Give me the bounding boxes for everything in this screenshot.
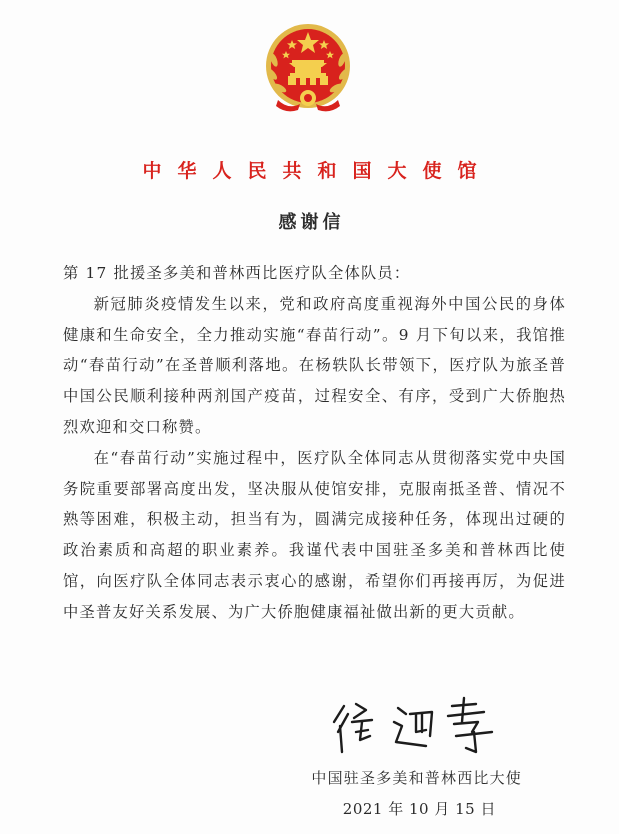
national-emblem-icon xyxy=(258,20,358,116)
letter-title: 感谢信 xyxy=(278,212,345,233)
embassy-name: 中华人民共和国大使馆 xyxy=(142,160,493,182)
signing-date: 2021 年 10 月 15 日 xyxy=(342,800,496,818)
paragraph-1: 新冠肺炎疫情发生以来，党和政府高度重视海外中国公民的身体健康和生命安全，全力推动实施“春苗行动”。9 月下旬以来，我馆推动“春苗行动”在圣普顺利落地。在杨轶队长带领下，医疗队为旅圣普中国公民顺利接种两剂国产疫苗，过程安全、有序，受到广大侨胞热烈欢迎和交口称赞。 xyxy=(63,294,566,436)
signing-organization: 中国驻圣多美和普林西比大使 xyxy=(311,769,522,787)
handwritten-signature-icon xyxy=(326,692,501,760)
salutation: 第 17 批援圣多美和普林西比医疗队全体队员： xyxy=(63,264,411,282)
paragraph-2: 在“春苗行动”实施过程中，医疗队全体同志从贯彻落实党中央国务院重要部署高度出发，坚决服从使馆安排，克服南抵圣普、情况不熟等困难，积极主动，担当有为，圆满完成接种任务，体现出过硬的政治素质和高超的职业素养。我谨代表中国驻圣多美和普林西比使馆，向医疗队全体同志表示衷心的感谢，希望你们再接再厉，为促进中圣普友好关系发展、为广大侨胞健康福祉做出新的更大贡献。 xyxy=(63,448,566,621)
letter-body xyxy=(63,258,566,628)
